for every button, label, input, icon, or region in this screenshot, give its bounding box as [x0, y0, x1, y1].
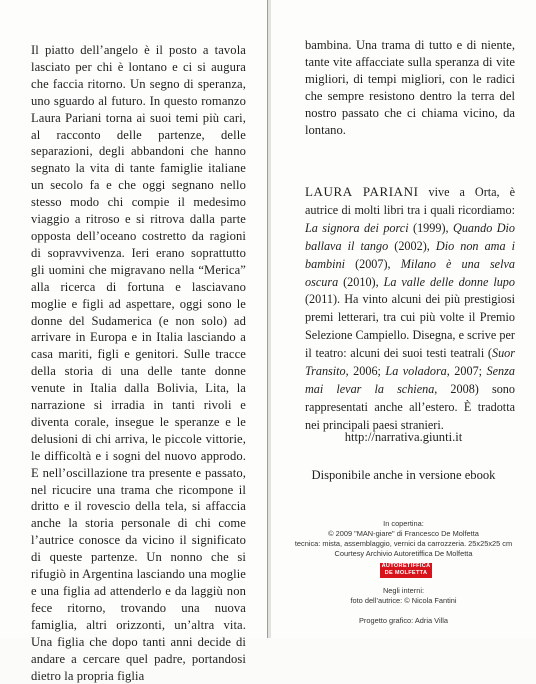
interior-credit-heading: Negli interni:	[382, 586, 425, 595]
author-name: LAURA PARIANI	[305, 184, 419, 199]
book-title: Dio non ama i bambini	[305, 238, 516, 271]
bio-text: (1999),	[408, 220, 454, 235]
book-title: Milano è una selva oscura	[305, 256, 515, 289]
book-title: La signora dei porci	[305, 220, 409, 235]
cover-credit-line: Courtesy Archivio Autoretiffica De Molfetta	[334, 548, 473, 558]
bio-text: (2007),	[344, 256, 401, 271]
bio-text: (2010),	[338, 274, 384, 289]
interior-credits	[271, 586, 536, 606]
cover-credits	[271, 519, 536, 559]
author-bio	[305, 183, 515, 435]
bio-text: (2002),	[388, 238, 436, 253]
bio-text: vive a Orta, è autrice di molti libri tra i quali ricordiamo:	[305, 185, 515, 217]
synopsis-text	[31, 42, 246, 684]
publisher-website: http://narrativa.giunti.it	[344, 430, 463, 444]
design-credit: Progetto grafico: Adria Villa	[358, 616, 448, 625]
cover-credit-line: tecnica: mista, assemblaggio, vernici da carrozzeria. 25x25x25 cm	[294, 538, 513, 548]
left-page	[0, 0, 268, 683]
play-title: La voladora	[385, 364, 447, 379]
book-title: La valle delle donne lupo	[383, 274, 515, 289]
interior-credit-line: foto dell’autrice: © Nicola Fantini	[350, 595, 457, 605]
right-page	[271, 0, 536, 638]
play-title: Senza mai levar la schiena	[305, 364, 515, 396]
book-title: Quando Dio ballava il tango	[305, 220, 516, 253]
autoretiffica-logo	[380, 563, 432, 578]
bio-text: , 2008) sono rappresentati anche all’estero. È tradotta nei principali paesi stranieri.	[305, 381, 515, 432]
play-title: Suor Transito	[305, 346, 515, 379]
bio-text: , 2007;	[446, 364, 487, 379]
synopsis-paragraph: Il piatto dell’angelo è il posto a tavola lasciato per chi è lontano e ci si augura che faccia ritorno. Un segno di speranza, uno sguardo al futuro. In questo romanzo Laura Pariani torna ai suoi temi più cari, al racconto delle partenze, delle separazioni, degli abbandoni che hanno segnato la vita di tante famiglie italiane un secolo fa e che oggi segnano nello stesso modo chi compie il medesimo viaggio a ritroso e si ritrova dalla parte opposta dell’oceano costretto da ragioni di sopravvivenza. Ieri erano soprattutto gli uomini che migravano nella “Merica” alla ricerca di fortuna e lasciavano moglie e figli ad aspettare, oggi sono le donne del Sudamerica (e non solo) ad arrivare in Europa e in Italia lasciando a casa mariti, figli e genitori. Sulle tracce della storia di una delle tante donne venute in Italia dalla Bolivia, Lita, la narrazione si irradia in tanti rivoli e diventa corale, insegue le speranze e le delusioni di chi arriva, le piccole vittorie, le difficoltà e i sogni del nuovo approdo. E nell’oscillazione tra presente e passato, nel ricucire una trama che ricompone il dritto e il rovescio della tela, si affaccia anche la storia personale di chi come l’autrice conosce da vicino il significato di queste partenze. Un nonno che si rifugiò in Argentina lasciando una moglie e una figlia ad attenderlo e da laggiù non fece ritorno, trovando una nuova famiglia, altri orizzonti, un’altra vita. Una figlia che dopo tanti anni decide di andare a cercare quel padre, portandosi dietro la propria figlia	[31, 43, 246, 683]
page-divider-left	[267, 0, 268, 638]
ebook-note: Disponibile anche in versione ebook	[311, 468, 496, 482]
bio-text: , 2006;	[345, 364, 386, 379]
bio-text: (2011). Ha vinto alcuni dei più prestigiosi premi letterari, tra cui più volte il Premio Selezione Campiello. Disegna, e scrive per il teatro: alcuni dei suoi testi teatrali (	[305, 292, 515, 361]
cover-credit-line: © 2009 "MAN-giare" di Francesco De Molfetta	[328, 528, 479, 538]
logo-line: AUTORETIFFICA	[381, 563, 431, 569]
continuation-paragraph: bambina. Una trama di tutto e di niente, tante vite affacciate sulla speranza di vite migliori, di tempi migliori, con le radici che sempre resistono dentro la terra del nostro passato che ci chiama vicino, da lontano.	[305, 38, 515, 138]
cover-credit-heading: In copertina:	[383, 519, 424, 528]
logo-line: DE MOLFETTA	[384, 570, 428, 577]
synopsis-continuation	[305, 37, 515, 140]
